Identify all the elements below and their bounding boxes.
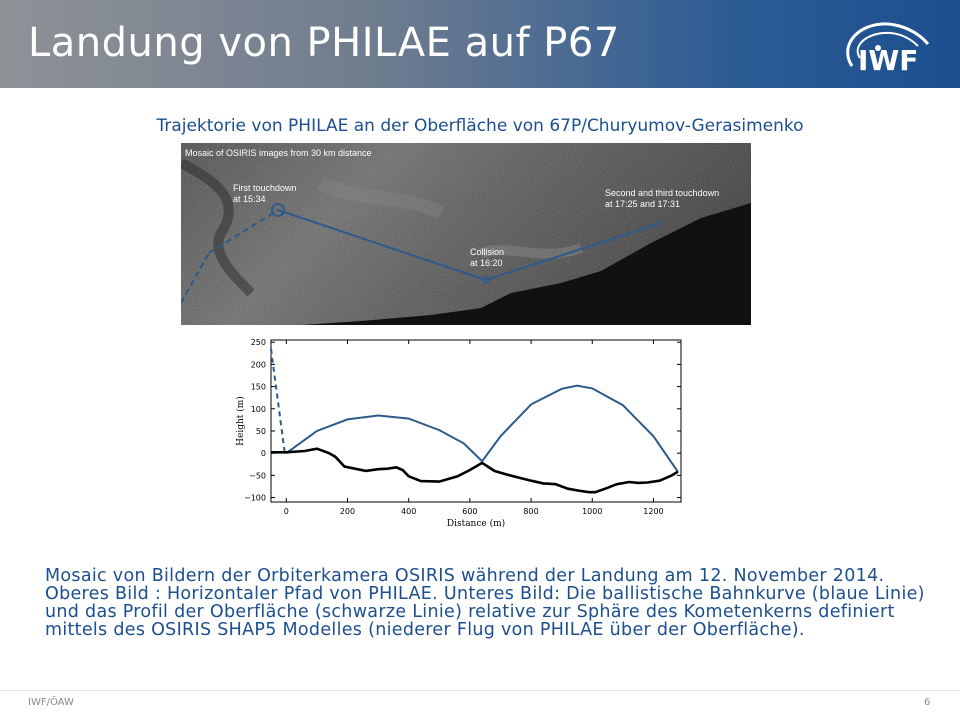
collision-time: at 16:20 [470,258,503,268]
figure-subtitle: Trajektorie von PHILAE an der Oberfläche von 67P/Churyumov-Gerasimenko [156,116,804,136]
y-tick-label: 200 [250,360,266,370]
x-tick-label: 0 [283,507,289,516]
x-tick-label: 600 [462,507,478,516]
x-tick-label: 1000 [582,507,603,516]
x-tick-label: 1200 [643,507,664,516]
collision-label: Collision [470,247,505,257]
y-axis-label: Height (m) [236,396,246,446]
plot-frame [271,340,681,502]
osiris-mosaic-image [181,143,751,325]
x-tick-label: 400 [401,507,417,516]
figure [181,143,751,533]
x-tick-label: 200 [339,507,356,516]
y-tick-label: 150 [250,382,266,392]
slide-title: Landung von PHILAE auf P67 [28,20,620,66]
first-touchdown-time: at 15:34 [233,194,266,204]
x-axis-label: Distance (m) [446,519,506,529]
y-tick-label: 100 [250,404,266,414]
x-tick-label: 800 [523,507,539,516]
caption-line-2: Oberes Bild : Horizontaler Pfad von PHILAE. Unteres Bild: Die ballistische Bahnkurve (blaue Linie) und das Profil der Oberfläche (schwarze Linie) relative zur Sphäre des Kometenkerns definiert mittels des OSIRIS SHAP5 Modelles (niederer Flug von PHILAE über der Oberfläche). [45,584,925,640]
footer-organization: IWF/ÖAW [28,697,74,708]
first-touchdown-label: First touchdown [233,183,297,193]
page-number: 6 [924,697,931,708]
logo-text: IWF [858,44,919,77]
second-third-touchdown-time: at 17:25 and 17:31 [605,199,681,209]
second-third-touchdown-label: Second and third touchdown [605,188,720,198]
y-tick-label: 0 [260,449,266,459]
y-tick-label: −50 [249,471,266,481]
y-tick-label: −100 [244,493,266,503]
y-tick-label: 50 [255,426,266,436]
y-tick-label: 250 [250,338,266,348]
title-bar [0,0,960,88]
caption-line-1: Mosaic von Bildern der Orbiterkamera OSIRIS während der Landung am 12. November 2014. [45,566,885,586]
footer-divider [0,690,960,691]
photo-label: Mosaic of OSIRIS images from 30 km distance [185,148,372,158]
caption [45,567,925,639]
height-profile-chart [181,325,751,533]
